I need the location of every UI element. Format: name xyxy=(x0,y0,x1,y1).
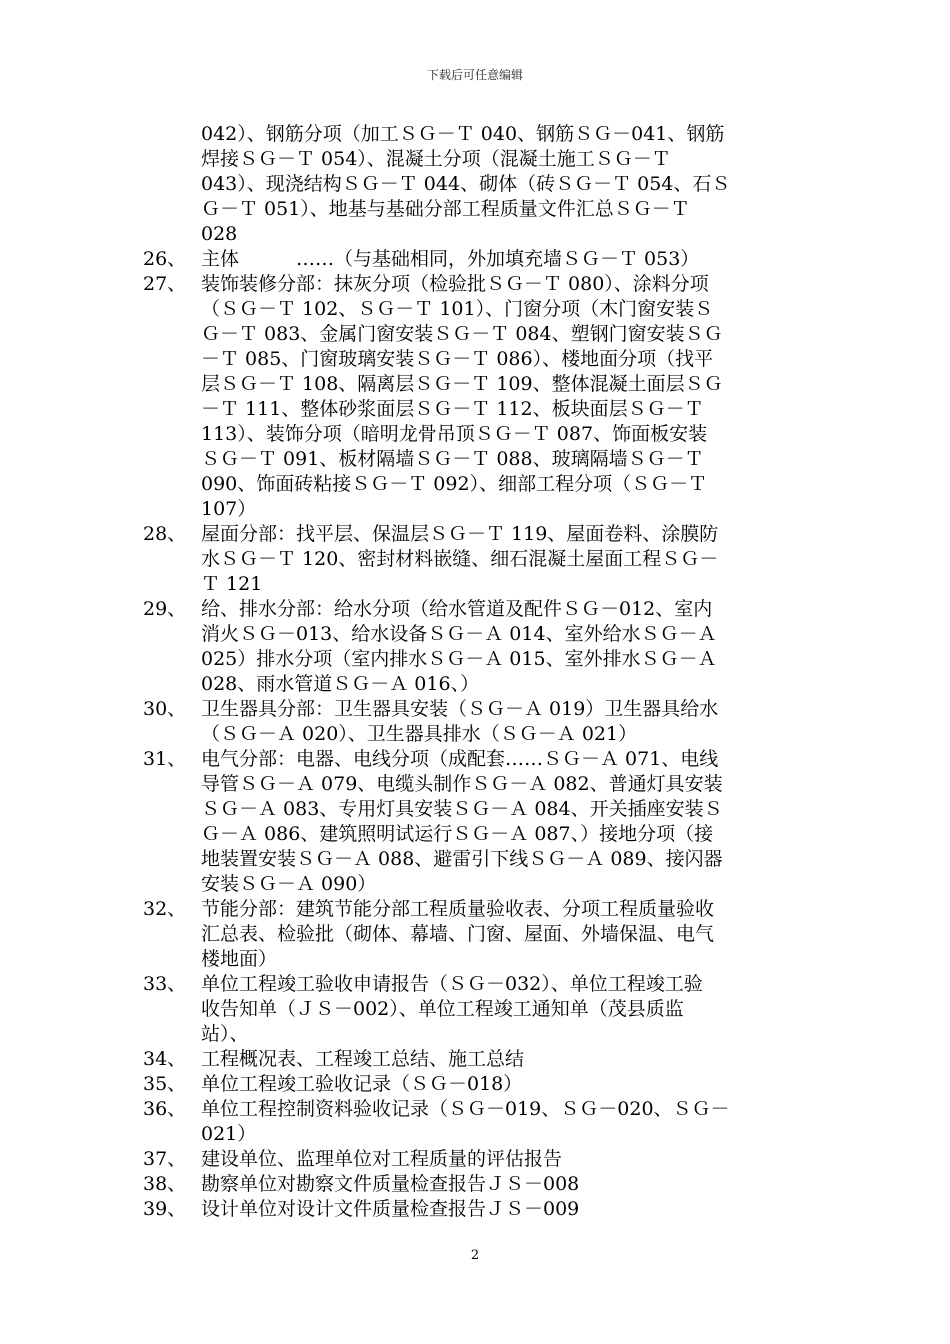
list-item xyxy=(143,1172,807,1197)
item-number: 37、 xyxy=(143,1148,187,1170)
text-line: 汇总表、检验批（砌体、幕墙、门窗、屋面、外墙保温、电气 xyxy=(201,923,715,945)
text-line: 屋面分部：找平层、保温层ＳＧ－Ｔ 119、屋面卷料、涂膜防 xyxy=(201,523,719,545)
text-line: 消火ＳＧ－013、给水设备ＳＧ－Ａ 014、室外给水ＳＧ－Ａ xyxy=(201,623,717,645)
text-line: 楼地面） xyxy=(201,948,278,970)
text-line: －Ｔ 085、门窗玻璃安装ＳＧ－Ｔ 086）、楼地面分项（找平 xyxy=(201,348,714,370)
text-line: 建设单位、监理单位对工程质量的评估报告 xyxy=(201,1148,563,1170)
text-line: 090、饰面砖粘接ＳＧ－Ｔ 092）、细部工程分项（ＳＧ－Ｔ xyxy=(201,473,708,495)
item-number: 27、 xyxy=(143,273,187,295)
text-line: 装饰装修分部：抹灰分项（检验批ＳＧ－Ｔ 080）、涂料分项 xyxy=(201,273,709,295)
item-number: 32、 xyxy=(143,898,187,920)
text-line: 028 xyxy=(201,223,238,245)
item-number: 36、 xyxy=(143,1098,187,1120)
text-line: 单位工程竣工验收申请报告（ＳＧ－032）、单位工程竣工验 xyxy=(201,973,703,995)
text-line: 主体 ……（与基础相同，外加填充墙ＳＧ－Ｔ 053） xyxy=(201,248,700,270)
item-text xyxy=(201,697,807,747)
item-number: 34、 xyxy=(143,1048,187,1070)
item-number: 30、 xyxy=(143,698,187,720)
page-header: 下载后可任意编辑 xyxy=(426,68,523,82)
text-line: Ｇ－Ｔ 083、金属门窗安装ＳＧ－Ｔ 084、塑钢门窗安装ＳＧ xyxy=(201,323,723,345)
item-number: 35、 xyxy=(143,1073,187,1095)
text-line: 勘察单位对勘察文件质量检查报告ＪＳ－008 xyxy=(201,1173,580,1195)
text-line: 焊接ＳＧ－Ｔ 054）、混凝土分项（混凝土施工ＳＧ－Ｔ xyxy=(201,148,671,170)
text-line: 021） xyxy=(201,1123,257,1145)
text-line: 地装置安装ＳＧ－Ａ 088、避雷引下线ＳＧ－Ａ 089、接闪器 xyxy=(201,848,723,870)
text-line: Ｇ－Ａ 086、建筑照明试运行ＳＧ－Ａ 087、）接地分项（接 xyxy=(201,823,714,845)
text-line: 电气分部：电器、电线分项（成配套……ＳＧ－Ａ 071、电线 xyxy=(201,748,719,770)
item-text xyxy=(201,1197,807,1222)
text-line: 安装ＳＧ－Ａ 090） xyxy=(201,873,377,895)
item-text xyxy=(201,1097,807,1147)
list-item xyxy=(143,697,807,747)
text-line: 设计单位对设计文件质量检查报告ＪＳ－009 xyxy=(201,1198,580,1220)
list-item xyxy=(143,597,807,697)
page-number: 2 xyxy=(470,1248,480,1263)
list-item xyxy=(143,522,807,597)
text-line: 站）、 xyxy=(201,1023,249,1045)
text-line: 单位工程控制资料验收记录（ＳＧ－019、ＳＧ－020、ＳＧ－ xyxy=(201,1098,730,1120)
item-number: 26、 xyxy=(143,248,187,270)
item-number: 29、 xyxy=(143,598,187,620)
text-line: Ｇ－Ｔ 051）、地基与基础分部工程质量文件汇总ＳＧ－Ｔ xyxy=(201,198,690,220)
text-line: －Ｔ 111、整体砂浆面层ＳＧ－Ｔ 112、板块面层ＳＧ－Ｔ xyxy=(201,398,704,420)
text-line: ＳＧ－Ｔ 091、板材隔墙ＳＧ－Ｔ 088、玻璃隔墙ＳＧ－Ｔ xyxy=(201,448,704,470)
item-number: 39、 xyxy=(143,1198,187,1220)
text-line: 单位工程竣工验收记录（ＳＧ－018） xyxy=(201,1073,523,1095)
item-text xyxy=(201,897,807,972)
text-line: ＳＧ－Ａ 083、专用灯具安装ＳＧ－Ａ 084、开关插座安装Ｓ xyxy=(201,798,723,820)
item-text xyxy=(201,1147,807,1172)
item-number: 33、 xyxy=(143,973,187,995)
list-item xyxy=(143,1197,807,1222)
numbered-list xyxy=(143,247,807,1222)
text-line: 028、雨水管道ＳＧ－Ａ 016、） xyxy=(201,673,480,695)
text-line: （ＳＧ－Ａ 020）、卫生器具排水（ＳＧ－Ａ 021） xyxy=(201,723,638,745)
item-text xyxy=(201,1172,807,1197)
text-line: 导管ＳＧ－Ａ 079、电缆头制作ＳＧ－Ａ 082、普通灯具安装 xyxy=(201,773,723,795)
list-item xyxy=(143,1072,807,1097)
list-item xyxy=(143,897,807,972)
text-line: （ＳＧ－Ｔ 102、ＳＧ－Ｔ 101）、门窗分项（木门窗安装Ｓ xyxy=(201,298,714,320)
text-line: 042）、钢筋分项（加工ＳＧ－Ｔ 040、钢筋ＳＧ－041、钢筋 xyxy=(201,123,725,145)
text-line: 工程概况表、工程竣工总结、施工总结 xyxy=(201,1048,525,1070)
text-line: 107） xyxy=(201,498,257,520)
text-line: 节能分部：建筑节能分部工程质量验收表、分项工程质量验收 xyxy=(201,898,715,920)
item-text xyxy=(201,522,807,597)
list-item xyxy=(143,247,807,272)
item-number: 31、 xyxy=(143,748,187,770)
item-text xyxy=(201,247,807,272)
item-text xyxy=(201,747,807,897)
text-line: 层ＳＧ－Ｔ 108、隔离层ＳＧ－Ｔ 109、整体混凝土面层ＳＧ xyxy=(201,373,723,395)
item-number: 38、 xyxy=(143,1173,187,1195)
document-body xyxy=(143,122,807,1222)
list-item xyxy=(143,747,807,897)
text-line: 给、排水分部：给水分项（给水管道及配件ＳＧ－012、室内 xyxy=(201,598,713,620)
item-text xyxy=(201,1072,807,1097)
list-item xyxy=(143,972,807,1047)
list-item xyxy=(143,1047,807,1072)
continued-paragraph xyxy=(143,122,807,247)
item-text xyxy=(201,972,807,1047)
text-line: 收告知单（ＪＳ－002）、单位工程竣工通知单（茂县质监 xyxy=(201,998,684,1020)
text-line: 043）、现浇结构ＳＧ－Ｔ 044、砌体（砖ＳＧ－Ｔ 054、石Ｓ xyxy=(201,173,731,195)
text-line: Ｔ 121 xyxy=(201,573,263,595)
text-line: 水ＳＧ－Ｔ 120、密封材料嵌缝、细石混凝土屋面工程ＳＧ－ xyxy=(201,548,719,570)
list-item xyxy=(143,1147,807,1172)
list-item xyxy=(143,1097,807,1147)
list-item xyxy=(143,272,807,522)
item-text xyxy=(201,597,807,697)
item-text xyxy=(201,1047,807,1072)
item-number: 28、 xyxy=(143,523,187,545)
item-text xyxy=(201,272,807,522)
text-line: 卫生器具分部：卫生器具安装（ＳＧ－Ａ 019）卫生器具给水 xyxy=(201,698,719,720)
text-line: 113）、装饰分项（暗明龙骨吊顶ＳＧ－Ｔ 087、饰面板安装 xyxy=(201,423,708,445)
text-line: 025）排水分项（室内排水ＳＧ－Ａ 015、室外排水ＳＧ－Ａ xyxy=(201,648,717,670)
